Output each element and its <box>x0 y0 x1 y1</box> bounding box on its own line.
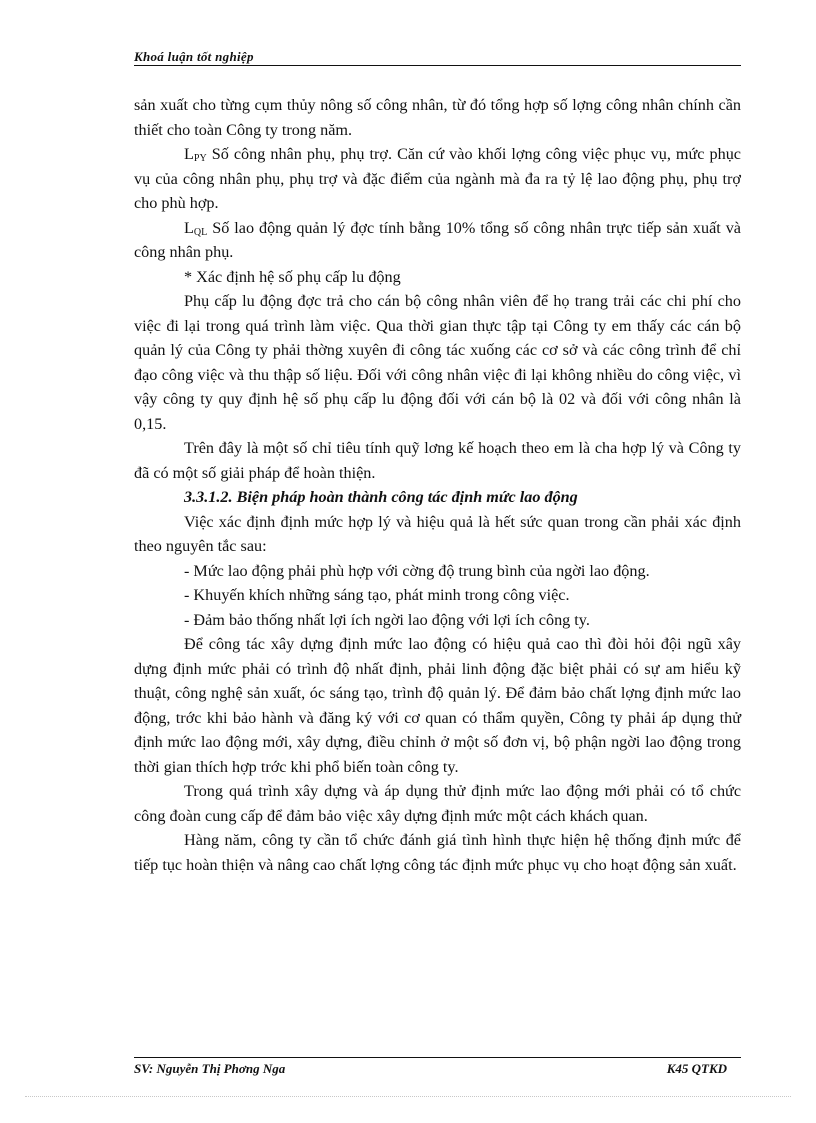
paragraph: Để công tác xây dựng định mức lao động có hiệu quả cao thì đòi hỏi đội ngũ xây dựng định mức phải có trình độ nhất định, phải linh động đặc biệt phải có sự am hiểu kỹ thuật, công nghệ sản xuất, óc sáng tạo, trình độ quản lý. Để đảm bảo chất lợng định mức lao động, trớc khi bảo hành và đăng ký với cơ quan có thẩm quyền, Công ty phải áp dụng thử định mức lao động mới, xây dựng, điều chỉnh ở một số đơn vị, bộ phận ngời lao động trong thời gian thích hợp trớc khi phổ biến toàn công ty. <box>134 635 741 776</box>
paragraph: Việc xác định định mức hợp lý và hiệu quả là hết sức quan trong cần phải xác định theo nguyên tắc sau: <box>134 512 741 555</box>
footer-author: SV: Nguyễn Thị Phơng Nga <box>134 1061 286 1076</box>
paragraph-text: Số lao động quản lý đợc tính bằng 10% tổng số công nhân trực tiếp sản xuất và công nhân phụ. <box>134 218 741 261</box>
subscript-ql: QL <box>193 226 208 238</box>
subscript-py: PY <box>193 153 207 164</box>
list-item: - Đảm bảo thống nhất lợi ích ngời lao động với lợi ích công ty. <box>184 610 590 629</box>
paragraph-text: Số công nhân phụ, phụ trợ. Căn cứ vào khối lợng công việc phục vụ, mức phục vụ của công nhân phụ, phụ trợ và đặc điểm của ngành mà đa ra tỷ lệ lao động phụ, phụ trợ cho phù hợp. <box>134 145 741 212</box>
paragraph-lpy <box>134 142 741 216</box>
paragraph: Trong quá trình xây dựng và áp dụng thử định mức lao động mới phải có tổ chức công đoàn cung cấp để đảm bảo việc xây dựng định mức một cách khách quan. <box>134 782 741 825</box>
document-body <box>134 93 741 877</box>
section-heading: 3.3.1.2. Biện pháp hoàn thành công tác định mức lao động <box>184 488 578 506</box>
page-boundary-divider <box>25 1096 791 1097</box>
symbol-l: L <box>184 145 194 163</box>
paragraph: Hàng năm, công ty cần tổ chức đánh giá tình hình thực hiện hệ thống định mức để tiếp tục hoàn thiện và nâng cao chất lợng công tác định mức phục vụ cho hoạt động sản xuất. <box>134 831 741 874</box>
header-title: Khoá luận tốt nghiệp <box>134 49 254 64</box>
paragraph: * Xác định hệ số phụ cấp lu động <box>184 267 401 286</box>
list-item: - Khuyến khích những sáng tạo, phát minh trong công việc. <box>184 586 570 604</box>
footer-class: K45 QTKD <box>666 1061 727 1076</box>
paragraph-lql <box>134 216 741 265</box>
symbol-l: L <box>184 218 194 237</box>
paragraph: sản xuất cho từng cụm thủy nông số công nhân, từ đó tổng hợp số lợng công nhân chính cần thiết cho toàn Công ty trong năm. <box>134 96 741 139</box>
paragraph: Phụ cấp lu động đợc trả cho cán bộ công nhân viên để họ trang trải các chi phí cho việc đi lại trong quá trình làm việc. Qua thời gian thực tập tại Công ty em thấy các cán bộ quản lý của Công ty phải thờng xuyên đi công tác xuống các cơ sở và các công trình để chỉ đạo công việc và thu thập số liệu. Đối với công nhân việc đi lại không nhiều do công việc, vì vậy công ty quy định hệ số phụ cấp lu động đối với cán bộ là 02 và đối với công nhân là 0,15. <box>134 292 741 433</box>
paragraph: Trên đây là một số chỉ tiêu tính quỹ lơng kế hoạch theo em là cha hợp lý và Công ty đã có một số giải pháp để hoàn thiện. <box>134 439 741 482</box>
list-item: - Mức lao động phải phù hợp với cờng độ trung bình của ngời lao động. <box>184 561 650 580</box>
page-footer <box>134 1057 741 1076</box>
page-header <box>134 50 741 66</box>
